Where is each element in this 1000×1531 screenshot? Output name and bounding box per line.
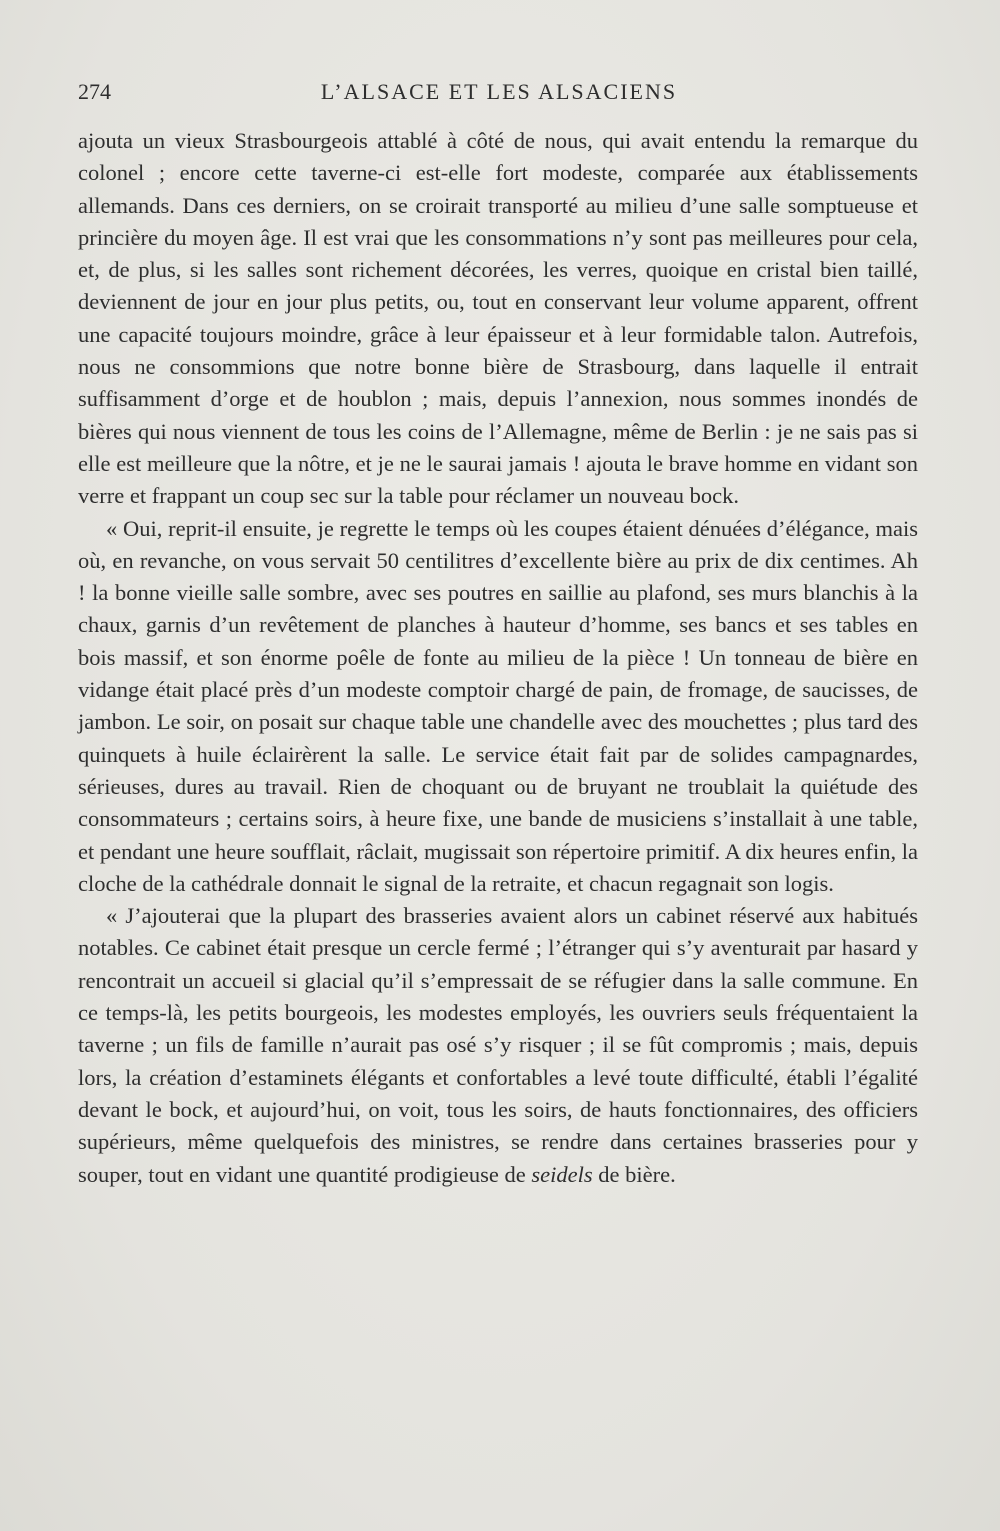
paragraph-2: « Oui, reprit-il ensuite, je regrette le temps où les coupes étaient dénuées d’élégance, mais où, en revanche, on vous servait 50 centilitres d’excellente bière au prix de dix centimes. Ah ! la bonne vieille salle sombre, avec ses poutres en saillie au plafond, ses murs blanchis à la chaux, garnis d’un revêtement de planches à hauteur d’homme, ses bancs et ses tables en bois massif, et son énorme poêle de fonte au milieu de la pièce ! Un tonneau de bière en vidange était placé près d’un modeste comptoir chargé de pain, de fromage, de saucisses, de jambon. Le soir, on posait sur chaque table une chandelle avec des mouchettes ; plus tard des quinquets à huile éclairèrent la salle. Le service était fait par de solides campagnardes, sérieuses, dures au travail. Rien de choquant ou de bruyant ne troublait la quiétude des consommateurs ; certains soirs, à heure fixe, une bande de musiciens s’installait à une table, et pendant une heure soufflait, râclait, mugissait son répertoire primitif. A dix heures enfin, la cloche de la cathédrale donnait le signal de la retraite, et chacun regagnait son logis. [78,515,918,896]
body-text [78,125,918,1191]
italic-term: seidels [531,1161,593,1187]
page-number: 274 [78,79,111,104]
paragraph-3 [78,900,918,1191]
paragraph-3-text-start: « J’ajouterai que la plupart des brasseries avaient alors un cabinet réservé aux habitués notables. Ce cabinet était presque un cercle fermé ; l’étranger qui s’y aventurait par hasard y rencontrait un accueil si glacial qu’il s’empressait de se réfugier dans la salle commune. En ce temps-là, les petits bourgeois, les modestes employés, les ouvriers seuls fréquentaient la taverne ; un fils de famille n’aurait pas osé s’y risquer ; il se fût compromis ; mais, depuis lors, la création d’estaminets élégants et confortables a levé toute difficulté, établi l’égalité devant le bock, et aujourd’hui, on voit, tous les soirs, de hauts fonctionnaires, des officiers supérieurs, même quelquefois des ministres, se rendre dans certaines brasseries pour y souper, tout en vidant une quantité prodigieuse de [78,903,918,1187]
paragraph-1: ajouta un vieux Strasbourgeois attablé à côté de nous, qui avait entendu la remarque du colonel ; encore cette taverne-ci est-elle fort modeste, comparée aux établissements allemands. Dans ces derniers, on se croirait transporté au milieu d’une salle somptueuse et princière du moyen âge. Il est vrai que les consommations n’y sont pas meilleures pour cela, et, de plus, si les salles sont richement décorées, les verres, quoique en cristal bien taillé, deviennent de jour en jour plus petits, ou, tout en conservant leur volume apparent, offrent une capacité toujours moindre, grâce à leur épaisseur et à leur formidable talon. Autrefois, nous ne consommions que notre bonne bière de Strasbourg, dans laquelle il entrait suffisamment d’orge et de houblon ; mais, depuis l’annexion, nous sommes inondés de bières qui nous viennent de tous les coins de l’Allemagne, même de Berlin : je ne sais pas si elle est meilleure que la nôtre, et je ne le saurai jamais ! ajouta le brave homme en vidant son verre et frappant un coup sec sur la table pour réclamer un nouveau bock. [78,128,918,509]
page-header [78,72,920,112]
running-title: L’ALSACE ET LES ALSACIENS [320,79,678,104]
paragraph-3-text-end: de bière. [598,1161,676,1187]
